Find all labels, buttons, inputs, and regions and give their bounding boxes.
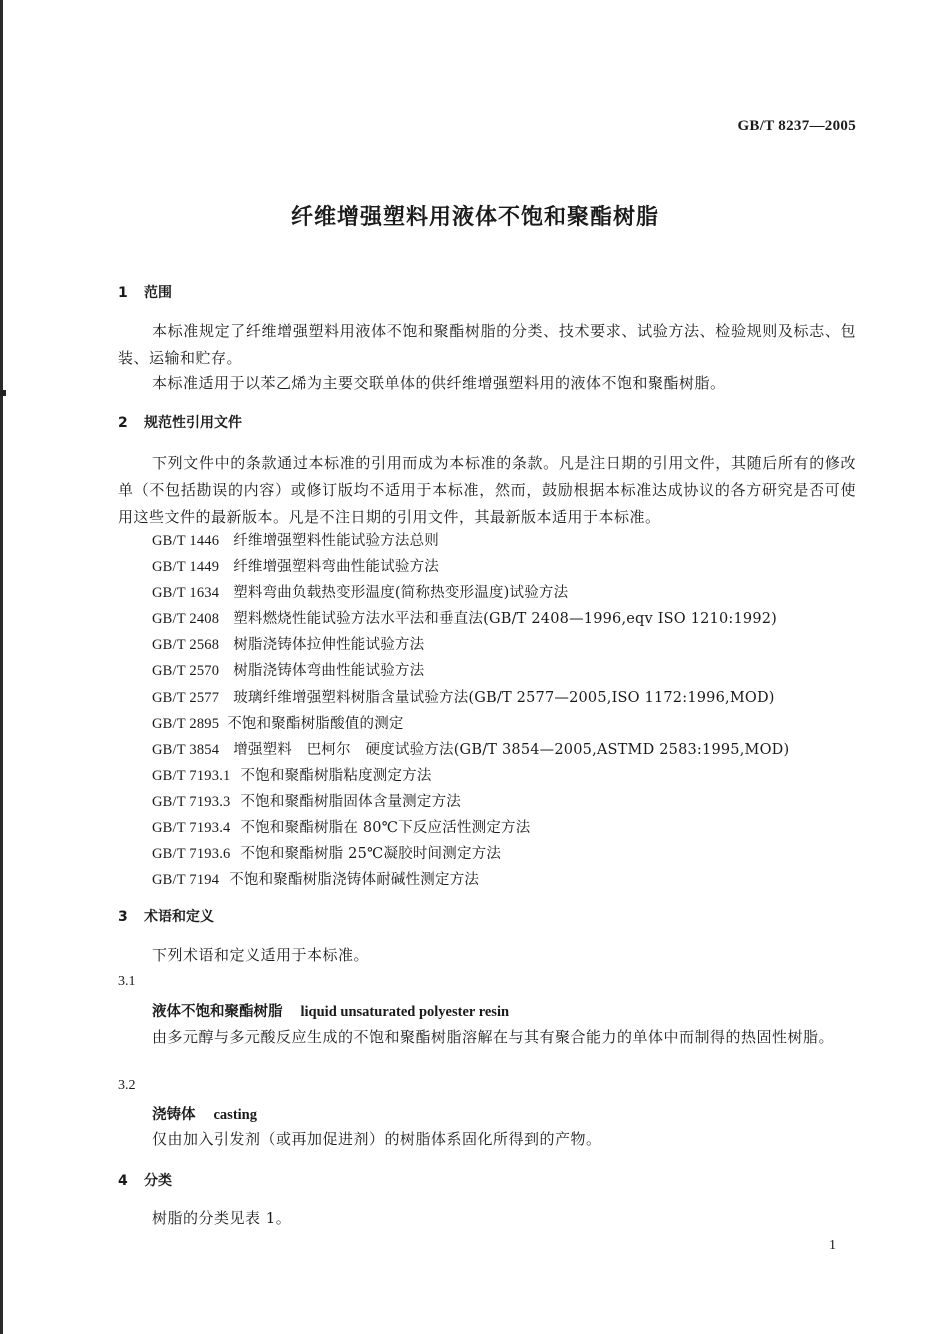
section-title: 规范性引用文件: [144, 415, 242, 431]
term-definition: 仅由加入引发剂（或再加促进剂）的树脂体系固化所得到的产物。: [152, 1130, 602, 1148]
section-number: 2: [118, 415, 128, 431]
reference-code: GB/T 1446: [152, 533, 220, 549]
reference-code: GB/T 7194: [152, 872, 220, 888]
reference-item: [152, 633, 424, 654]
section-title: 范围: [144, 285, 172, 301]
reference-code: GB/T 7193.1: [152, 768, 231, 784]
reference-code: GB/T 7193.6: [152, 846, 231, 862]
section-heading-2: [118, 412, 242, 432]
reference-name: 不饱和聚酯树脂在 80℃下反应活性测定方法: [240, 820, 531, 836]
reference-name: 不饱和聚酯树脂浇铸体耐碱性测定方法: [229, 872, 480, 888]
reference-code: GB/T 7193.3: [152, 794, 231, 810]
reference-item: [152, 581, 568, 602]
reference-name: 不饱和聚酯树脂固体含量测定方法: [240, 794, 461, 810]
paragraph-scope-1: 本标准规定了纤维增强塑料用液体不饱和聚酯树脂的分类、技术要求、试验方法、检验规则及标志、包装、运输和贮存。: [118, 322, 856, 367]
reference-item: [152, 607, 777, 628]
reference-name: 塑料燃烧性能试验方法水平法和垂直法(GB/T 2408—1996,eqv ISO 1210:1992): [233, 611, 778, 627]
section-heading-1: [118, 282, 172, 302]
reference-name: 不饱和聚酯树脂粘度测定方法: [240, 768, 432, 784]
reference-name: 塑料弯曲负载热变形温度(简称热变形温度)试验方法: [233, 585, 569, 601]
reference-code: GB/T 2408: [152, 611, 220, 627]
term-entry: [152, 1000, 509, 1021]
section-title: 分类: [144, 1173, 172, 1189]
section-title: 术语和定义: [144, 909, 214, 925]
term-chinese: 液体不饱和聚酯树脂: [152, 1004, 283, 1020]
subclause-number: 3.1: [118, 974, 136, 989]
reference-item: [152, 842, 501, 863]
reference-code: GB/T 7193.4: [152, 820, 231, 836]
reference-item: [152, 790, 461, 811]
subclause-number: 3.2: [118, 1078, 136, 1093]
reference-name: 不饱和聚酯树脂酸值的测定: [227, 716, 404, 732]
reference-code: GB/T 3854: [152, 742, 220, 758]
reference-item: [152, 764, 432, 785]
reference-name: 增强塑料 巴柯尔 硬度试验方法(GB/T 3854—2005,ASTMD 2583:1995,MOD): [233, 742, 790, 758]
reference-name: 纤维增强塑料性能试验方法总则: [233, 533, 440, 549]
term-chinese: 浇铸体: [152, 1107, 196, 1123]
reference-item: [152, 712, 404, 733]
reference-name: 树脂浇铸体拉伸性能试验方法: [233, 637, 425, 653]
reference-name: 不饱和聚酯树脂 25℃凝胶时间测定方法: [240, 846, 502, 862]
reference-code: GB/T 2570: [152, 663, 220, 679]
scan-artifact: [0, 390, 6, 396]
reference-item: [152, 659, 424, 680]
reference-code: GB/T 1449: [152, 559, 220, 575]
term-definition: 由多元醇与多元酸反应生成的不饱和聚酯树脂溶解在与其有聚合能力的单体中而制得的热固性树脂。: [152, 1028, 835, 1046]
section-number: 1: [118, 285, 128, 301]
paragraph-scope-2: 本标准适用于以苯乙烯为主要交联单体的供纤维增强塑料用的液体不饱和聚酯树脂。: [152, 374, 726, 392]
reference-item: [152, 529, 439, 550]
paragraph-references-intro: 下列文件中的条款通过本标准的引用而成为本标准的条款。凡是注日期的引用文件，其随后所有的修改单（不包括勘误的内容）或修订版均不适用于本标准，然而，鼓励根据本标准达成协议的各方研究是否可使用这些文件的最新版本。凡是不注日期的引用文件，其最新版本适用于本标准。: [118, 454, 856, 526]
section-number: 4: [118, 1173, 128, 1189]
reference-code: GB/T 2568: [152, 637, 220, 653]
page-title: 纤维增强塑料用液体不饱和聚酯树脂: [290, 205, 659, 230]
reference-item: [152, 686, 775, 707]
reference-code: GB/T 2577: [152, 690, 220, 706]
term-entry: [152, 1103, 257, 1124]
paragraph-classification: 树脂的分类见表 1。: [152, 1209, 292, 1227]
reference-item: [152, 816, 530, 837]
term-english: casting: [213, 1107, 257, 1123]
section-heading-4: [118, 1170, 172, 1190]
section-number: 3: [118, 909, 128, 925]
reference-item: [152, 738, 789, 759]
reference-name: 树脂浇铸体弯曲性能试验方法: [233, 663, 425, 679]
reference-code: GB/T 2895: [152, 716, 220, 732]
page-number: 1: [829, 1238, 836, 1253]
term-english: liquid unsaturated polyester resin: [300, 1004, 510, 1020]
reference-code: GB/T 1634: [152, 585, 220, 601]
standard-code: GB/T 8237—2005: [737, 118, 856, 134]
reference-name: 玻璃纤维增强塑料树脂含量试验方法(GB/T 2577—2005,ISO 1172:1996,MOD): [233, 690, 775, 706]
paragraph-terms-intro: 下列术语和定义适用于本标准。: [152, 946, 370, 964]
section-heading-3: [118, 906, 214, 926]
reference-item: [152, 868, 479, 889]
reference-item: [152, 555, 439, 576]
reference-name: 纤维增强塑料弯曲性能试验方法: [233, 559, 440, 575]
